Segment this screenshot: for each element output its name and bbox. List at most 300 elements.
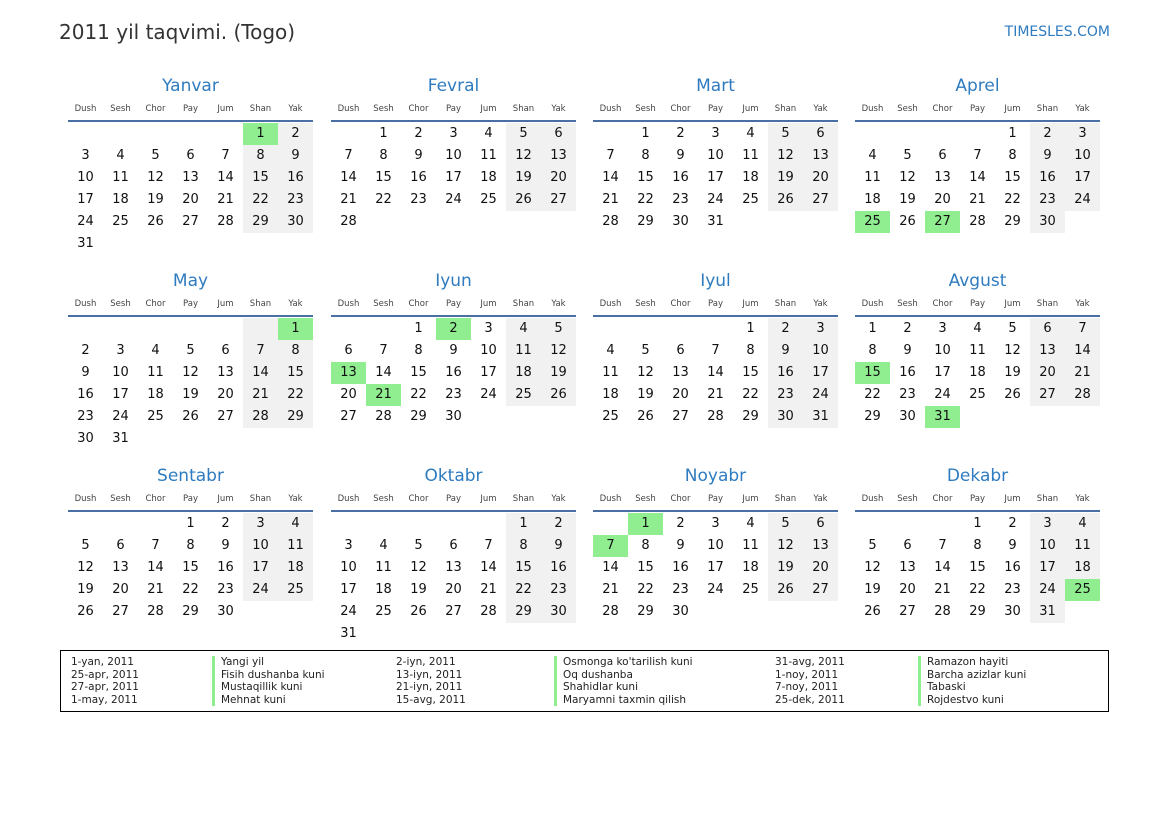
- legend-date: 27-apr, 2011: [71, 681, 139, 694]
- empty-day-cell: [925, 123, 960, 145]
- empty-day-cell: [331, 123, 366, 145]
- day-cell: 21: [602, 582, 619, 597]
- day-cell: 11: [602, 365, 619, 380]
- day-cell: 27: [182, 214, 199, 229]
- weekday-label: Dush: [337, 104, 360, 114]
- empty-day-cell: [855, 123, 890, 145]
- day-cell: 28: [969, 214, 986, 229]
- day-cell: 10: [803, 340, 838, 362]
- day-cell: 25: [147, 409, 164, 424]
- month-name: Avgust: [948, 271, 1007, 291]
- day-cell: 18: [1065, 557, 1100, 579]
- day-cell: 23: [77, 409, 94, 424]
- day-cell: 15: [375, 170, 392, 185]
- weekday-label: Dush: [599, 104, 622, 114]
- day-cell: 22: [243, 189, 278, 211]
- weekday-label: Shan: [249, 299, 272, 309]
- day-cell: 17: [707, 170, 724, 185]
- legend-holiday-name: Osmonga ko'tarilish kuni: [554, 656, 693, 669]
- day-cell: 29: [182, 604, 199, 619]
- day-cell: 30: [1030, 211, 1065, 233]
- day-cell: 7: [221, 148, 230, 163]
- day-cell: 9: [903, 343, 912, 358]
- day-cell: 12: [77, 560, 94, 575]
- empty-day-cell: [663, 318, 698, 340]
- day-cell: 3: [711, 516, 720, 531]
- empty-day-cell: [890, 123, 925, 145]
- day-cell: 26: [1004, 387, 1021, 402]
- month-name: Sentabr: [157, 466, 224, 486]
- day-cell: 2: [676, 516, 685, 531]
- weekday-label: Shan: [1036, 494, 1059, 504]
- day-cell: 20: [112, 582, 129, 597]
- day-cell: 1: [1008, 126, 1017, 141]
- day-cell: 9: [221, 538, 230, 553]
- holiday-day-cell: 25: [1065, 579, 1100, 601]
- day-cell: 23: [768, 384, 803, 406]
- day-cell: 11: [742, 538, 759, 553]
- day-cell: 7: [606, 148, 615, 163]
- day-cell: 14: [243, 362, 278, 384]
- day-cell: 9: [1030, 145, 1065, 167]
- day-cell: 2: [278, 123, 313, 145]
- empty-day-cell: [331, 513, 366, 535]
- weekday-label: Sesh: [635, 299, 656, 309]
- weekday-label: Dush: [74, 299, 97, 309]
- legend-date: 21-iyn, 2011: [396, 681, 463, 694]
- legend-date: 7-noy, 2011: [775, 681, 839, 694]
- day-cell: 14: [340, 170, 357, 185]
- day-cell: 26: [541, 384, 576, 406]
- day-cell: 27: [340, 409, 357, 424]
- weekday-label: Yak: [288, 299, 303, 309]
- month-1: [331, 74, 576, 233]
- empty-day-cell: [103, 513, 138, 535]
- day-cell: 7: [344, 148, 353, 163]
- day-cell: 23: [278, 189, 313, 211]
- day-cell: 28: [934, 604, 951, 619]
- day-cell: 23: [445, 387, 462, 402]
- day-cell: 13: [672, 365, 689, 380]
- empty-day-cell: [960, 123, 995, 145]
- day-cell: 8: [868, 343, 877, 358]
- day-cell: 9: [541, 535, 576, 557]
- weekday-label: Yak: [551, 299, 566, 309]
- day-cell: 19: [768, 167, 803, 189]
- day-cell: 24: [803, 384, 838, 406]
- day-cell: 17: [1065, 167, 1100, 189]
- weekday-label: Shan: [512, 299, 535, 309]
- day-cell: 10: [445, 148, 462, 163]
- empty-day-cell: [593, 318, 628, 340]
- day-cell: 18: [506, 362, 541, 384]
- day-cell: 11: [864, 170, 881, 185]
- day-cell: 20: [445, 582, 462, 597]
- day-cell: 21: [340, 192, 357, 207]
- day-cell: 8: [1008, 148, 1017, 163]
- empty-day-cell: [68, 123, 103, 145]
- day-cell: 22: [278, 384, 313, 406]
- day-cell: 24: [707, 582, 724, 597]
- day-cell: 17: [707, 560, 724, 575]
- day-cell: 9: [768, 340, 803, 362]
- day-cell: 4: [606, 343, 615, 358]
- day-cell: 15: [1004, 170, 1021, 185]
- weekday-label: Dush: [861, 104, 884, 114]
- day-cell: 13: [217, 365, 234, 380]
- weekday-label: Chor: [932, 299, 953, 309]
- day-cell: 29: [637, 214, 654, 229]
- day-cell: 14: [375, 365, 392, 380]
- day-cell: 2: [81, 343, 90, 358]
- day-cell: 18: [864, 192, 881, 207]
- day-cell: 7: [711, 343, 720, 358]
- legend-holiday-name: Rojdestvo kuni: [918, 694, 1026, 707]
- weekday-label: Shan: [1036, 104, 1059, 114]
- day-cell: 15: [742, 365, 759, 380]
- legend-holiday-name: Maryamni taxmin qilish: [554, 694, 693, 707]
- day-cell: 8: [278, 340, 313, 362]
- day-cell: 28: [707, 409, 724, 424]
- day-cell: 13: [899, 560, 916, 575]
- weekday-label: Jum: [480, 104, 497, 114]
- empty-day-cell: [68, 513, 103, 535]
- day-cell: 30: [445, 409, 462, 424]
- day-cell: 15: [182, 560, 199, 575]
- day-cell: 12: [899, 170, 916, 185]
- day-cell: 17: [445, 170, 462, 185]
- day-cell: 23: [541, 579, 576, 601]
- day-cell: 19: [541, 362, 576, 384]
- weekday-label: Jum: [742, 299, 759, 309]
- day-cell: 20: [899, 582, 916, 597]
- legend-names-col-2: [554, 656, 693, 706]
- day-cell: 2: [676, 126, 685, 141]
- day-cell: 21: [147, 582, 164, 597]
- day-cell: 3: [449, 126, 458, 141]
- day-cell: 25: [278, 579, 313, 601]
- day-cell: 6: [116, 538, 125, 553]
- day-cell: 22: [375, 192, 392, 207]
- holiday-day-cell: 25: [855, 211, 890, 233]
- day-cell: 18: [480, 170, 497, 185]
- day-cell: 30: [77, 431, 94, 446]
- day-cell: 28: [602, 214, 619, 229]
- day-cell: 24: [243, 579, 278, 601]
- day-cell: 17: [112, 387, 129, 402]
- day-cell: 26: [637, 409, 654, 424]
- weekday-label: Pay: [970, 299, 985, 309]
- day-cell: 3: [116, 343, 125, 358]
- day-cell: 21: [969, 192, 986, 207]
- day-cell: 6: [541, 123, 576, 145]
- month-name: Dekabr: [946, 466, 1009, 486]
- day-cell: 15: [243, 167, 278, 189]
- day-cell: 8: [641, 148, 650, 163]
- weekday-label: Pay: [446, 104, 461, 114]
- day-cell: 1: [414, 321, 423, 336]
- day-cell: 16: [899, 365, 916, 380]
- day-cell: 26: [77, 604, 94, 619]
- day-cell: 10: [1065, 145, 1100, 167]
- day-cell: 4: [484, 126, 493, 141]
- weekday-label: Sesh: [373, 299, 394, 309]
- day-cell: 5: [768, 123, 803, 145]
- day-cell: 30: [217, 604, 234, 619]
- weekday-label: Sesh: [110, 104, 131, 114]
- legend-holiday-name: Yangi yil: [212, 656, 325, 669]
- weekday-header: [68, 293, 313, 317]
- day-cell: 20: [934, 192, 951, 207]
- empty-day-cell: [855, 513, 890, 535]
- day-cell: 10: [1030, 535, 1065, 557]
- day-cell: 21: [707, 387, 724, 402]
- weekday-label: Chor: [145, 104, 166, 114]
- legend-holiday-name: Barcha azizlar kuni: [918, 669, 1026, 682]
- day-cell: 9: [676, 538, 685, 553]
- day-cell: 11: [112, 170, 129, 185]
- month-8: [68, 464, 313, 623]
- day-cell: 13: [445, 560, 462, 575]
- weekday-label: Pay: [183, 299, 198, 309]
- weekday-header: [855, 98, 1100, 122]
- holiday-day-cell: 1: [628, 513, 663, 535]
- empty-day-cell: [103, 318, 138, 340]
- day-cell: 3: [81, 148, 90, 163]
- day-cell: 26: [768, 579, 803, 601]
- weekday-label: Chor: [670, 104, 691, 114]
- day-cell: 12: [864, 560, 881, 575]
- day-grid: [68, 318, 313, 450]
- day-cell: 10: [243, 535, 278, 557]
- day-cell: 14: [1065, 340, 1100, 362]
- weekday-label: Chor: [670, 494, 691, 504]
- day-cell: 7: [938, 538, 947, 553]
- day-cell: 8: [243, 145, 278, 167]
- day-cell: 9: [676, 148, 685, 163]
- day-cell: 26: [899, 214, 916, 229]
- day-grid: [593, 123, 838, 233]
- day-grid: [68, 513, 313, 623]
- day-cell: 19: [506, 167, 541, 189]
- day-cell: 21: [934, 582, 951, 597]
- day-cell: 15: [410, 365, 427, 380]
- day-cell: 24: [480, 387, 497, 402]
- day-cell: 30: [541, 601, 576, 623]
- day-cell: 26: [506, 189, 541, 211]
- day-cell: 8: [746, 343, 755, 358]
- day-cell: 13: [182, 170, 199, 185]
- day-cell: 28: [340, 214, 357, 229]
- day-cell: 27: [112, 604, 129, 619]
- weekday-label: Jum: [217, 104, 234, 114]
- weekday-label: Shan: [774, 299, 797, 309]
- legend-holiday-name: Shahidlar kuni: [554, 681, 693, 694]
- day-cell: 13: [1030, 340, 1065, 362]
- day-cell: 29: [1004, 214, 1021, 229]
- day-cell: 9: [278, 145, 313, 167]
- day-cell: 15: [637, 170, 654, 185]
- legend-date: 2-iyn, 2011: [396, 656, 456, 668]
- weekday-label: Chor: [145, 494, 166, 504]
- day-cell: 4: [746, 516, 755, 531]
- empty-day-cell: [138, 318, 173, 340]
- day-cell: 13: [934, 170, 951, 185]
- day-cell: 20: [672, 387, 689, 402]
- day-cell: 23: [672, 192, 689, 207]
- day-cell: 18: [375, 582, 392, 597]
- day-cell: 31: [1030, 601, 1065, 623]
- weekday-label: Sesh: [110, 299, 131, 309]
- day-cell: 2: [414, 126, 423, 141]
- day-cell: 30: [768, 406, 803, 428]
- weekday-label: Pay: [708, 494, 723, 504]
- weekday-label: Yak: [1075, 299, 1090, 309]
- legend-date: 13-iyn, 2011: [396, 668, 463, 681]
- day-cell: 1: [868, 321, 877, 336]
- day-cell: 6: [221, 343, 230, 358]
- weekday-label: Dush: [74, 104, 97, 114]
- weekday-label: Dush: [337, 494, 360, 504]
- legend-date: 25-dek, 2011: [775, 693, 845, 706]
- day-grid: [855, 513, 1100, 623]
- day-cell: 18: [602, 387, 619, 402]
- day-cell: 17: [1030, 557, 1065, 579]
- weekday-label: Chor: [932, 104, 953, 114]
- weekday-label: Sesh: [110, 494, 131, 504]
- day-cell: 22: [742, 387, 759, 402]
- day-cell: 27: [803, 579, 838, 601]
- weekday-label: Shan: [512, 494, 535, 504]
- empty-day-cell: [331, 318, 366, 340]
- day-cell: 14: [217, 170, 234, 185]
- day-cell: 1: [973, 516, 982, 531]
- day-cell: 5: [1008, 321, 1017, 336]
- month-name: May: [172, 271, 209, 291]
- weekday-label: Chor: [408, 104, 429, 114]
- empty-day-cell: [208, 318, 243, 340]
- weekday-header: [855, 293, 1100, 317]
- brand-link[interactable]: TIMESLES.COM: [1004, 24, 1110, 40]
- day-cell: 5: [868, 538, 877, 553]
- weekday-label: Shan: [249, 494, 272, 504]
- day-grid: [593, 513, 838, 623]
- day-cell: 29: [864, 409, 881, 424]
- day-cell: 27: [217, 409, 234, 424]
- day-cell: 20: [541, 167, 576, 189]
- weekday-label: Yak: [813, 494, 828, 504]
- day-cell: 6: [903, 538, 912, 553]
- month-10: [593, 464, 838, 623]
- month-name: Mart: [696, 76, 735, 96]
- day-grid: [331, 513, 576, 645]
- weekday-label: Dush: [861, 299, 884, 309]
- day-cell: 18: [742, 170, 759, 185]
- day-cell: 24: [340, 604, 357, 619]
- day-cell: 28: [217, 214, 234, 229]
- day-cell: 11: [480, 148, 497, 163]
- day-cell: 27: [672, 409, 689, 424]
- day-cell: 16: [768, 362, 803, 384]
- month-name: Yanvar: [162, 76, 219, 96]
- day-cell: 21: [602, 192, 619, 207]
- weekday-label: Chor: [408, 299, 429, 309]
- empty-day-cell: [628, 318, 663, 340]
- weekday-label: Dush: [599, 299, 622, 309]
- day-cell: 4: [151, 343, 160, 358]
- day-cell: 12: [182, 365, 199, 380]
- day-cell: 2: [1030, 123, 1065, 145]
- day-cell: 25: [742, 192, 759, 207]
- empty-day-cell: [436, 513, 471, 535]
- day-cell: 4: [379, 538, 388, 553]
- weekday-header: [855, 488, 1100, 512]
- day-cell: 16: [541, 557, 576, 579]
- empty-day-cell: [173, 318, 208, 340]
- day-cell: 24: [112, 409, 129, 424]
- day-cell: 19: [410, 582, 427, 597]
- day-cell: 19: [864, 582, 881, 597]
- day-cell: 5: [768, 513, 803, 535]
- day-cell: 24: [445, 192, 462, 207]
- legend-dates-col-1: [71, 656, 139, 706]
- day-cell: 30: [899, 409, 916, 424]
- page-title: 2011 yil taqvimi. (Togo): [59, 20, 296, 44]
- day-cell: 19: [147, 192, 164, 207]
- day-cell: 28: [602, 604, 619, 619]
- day-grid: [68, 123, 313, 255]
- empty-day-cell: [173, 123, 208, 145]
- holiday-day-cell: 2: [436, 318, 471, 340]
- day-cell: 13: [541, 145, 576, 167]
- month-7: [855, 269, 1100, 428]
- day-cell: 9: [81, 365, 90, 380]
- day-cell: 24: [934, 387, 951, 402]
- day-cell: 14: [707, 365, 724, 380]
- empty-day-cell: [401, 513, 436, 535]
- weekday-label: Jum: [217, 299, 234, 309]
- weekday-label: Pay: [446, 494, 461, 504]
- day-cell: 21: [480, 582, 497, 597]
- day-cell: 29: [506, 601, 541, 623]
- weekday-label: Jum: [742, 104, 759, 114]
- day-cell: 30: [1004, 604, 1021, 619]
- empty-day-cell: [366, 318, 401, 340]
- legend-holiday-name: Mustaqillik kuni: [212, 681, 325, 694]
- weekday-label: Dush: [861, 494, 884, 504]
- day-cell: 12: [637, 365, 654, 380]
- legend-holiday-name: Ramazon hayiti: [918, 656, 1026, 669]
- weekday-header: [593, 98, 838, 122]
- day-cell: 19: [1004, 365, 1021, 380]
- day-cell: 28: [243, 406, 278, 428]
- weekday-label: Pay: [708, 299, 723, 309]
- day-cell: 4: [746, 126, 755, 141]
- day-cell: 5: [506, 123, 541, 145]
- day-cell: 7: [973, 148, 982, 163]
- weekday-label: Sesh: [635, 494, 656, 504]
- day-cell: 26: [864, 604, 881, 619]
- day-cell: 10: [934, 343, 951, 358]
- weekday-label: Yak: [1075, 494, 1090, 504]
- day-cell: 20: [1030, 362, 1065, 384]
- day-cell: 1: [641, 126, 650, 141]
- weekday-label: Pay: [446, 299, 461, 309]
- day-cell: 5: [186, 343, 195, 358]
- day-cell: 25: [375, 604, 392, 619]
- day-cell: 31: [77, 236, 94, 251]
- empty-day-cell: [208, 123, 243, 145]
